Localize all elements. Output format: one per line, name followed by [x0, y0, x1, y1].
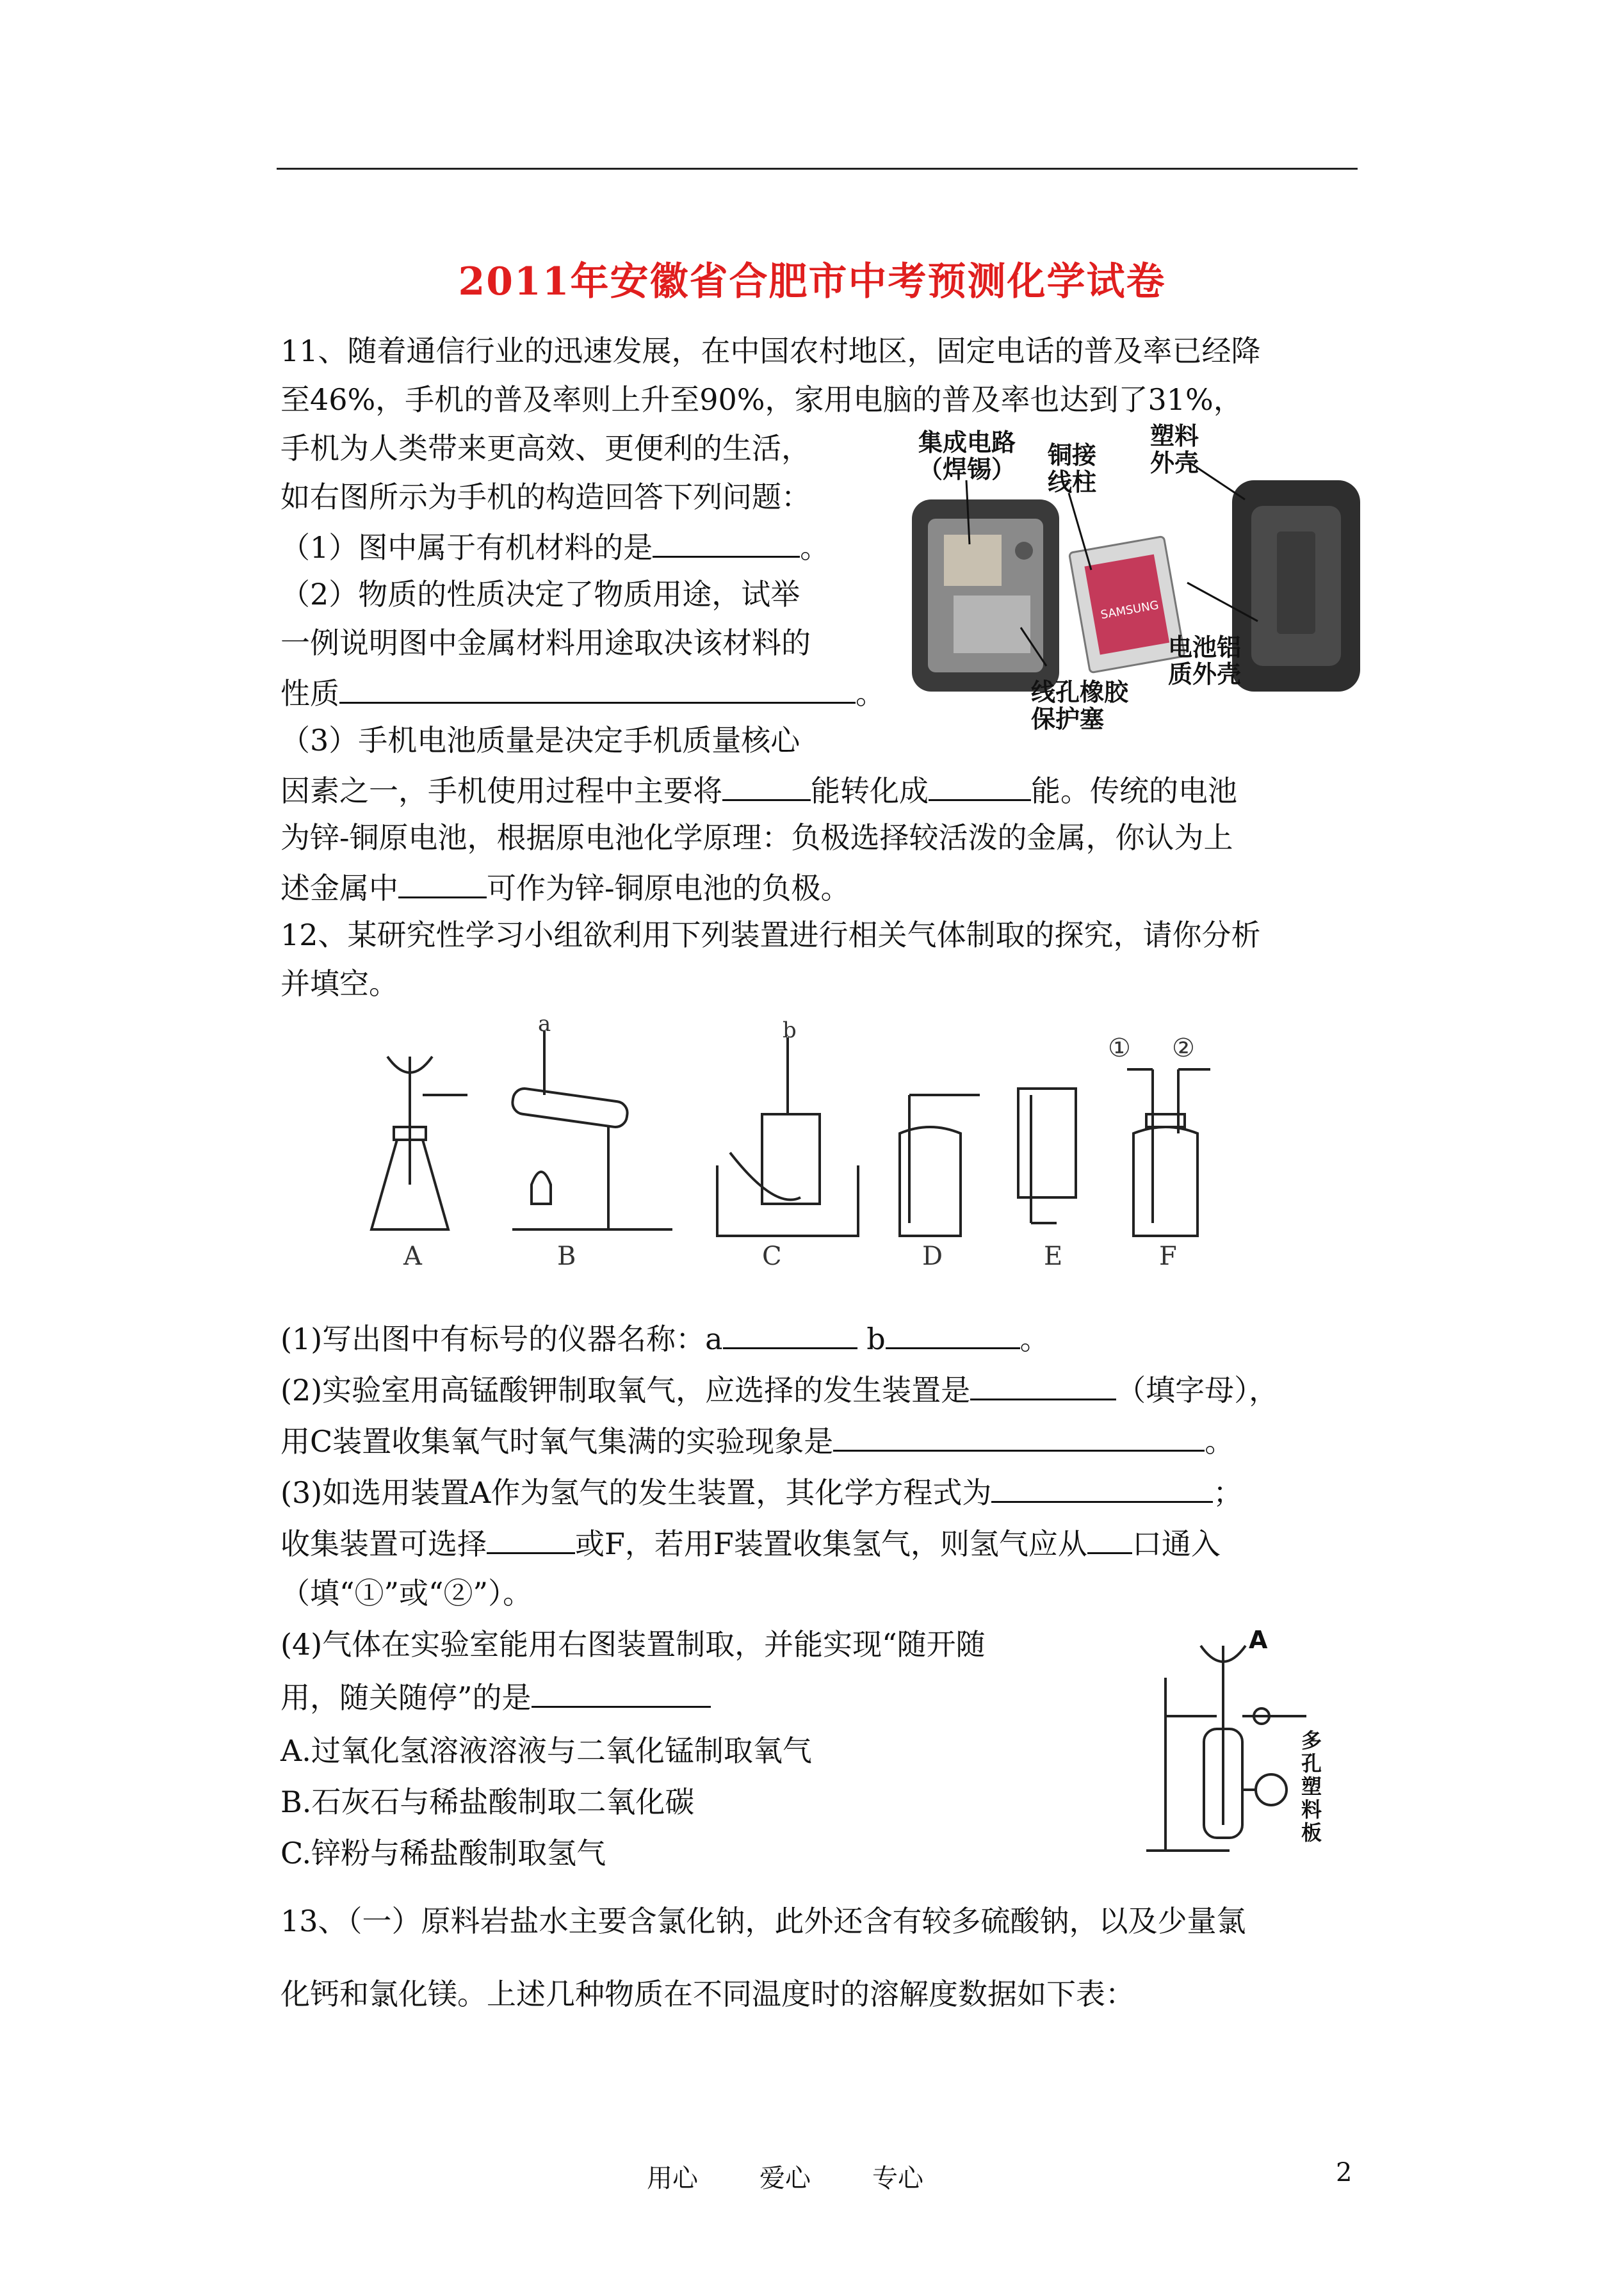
answer-blank-q12-2[interactable]: [970, 1370, 1116, 1400]
q11-part3-text-b: 能转化成: [811, 774, 929, 808]
mark-b: b: [783, 1018, 797, 1043]
answer-blank-q11-3b[interactable]: [929, 771, 1031, 801]
label-integrated-circuit: 集成电路 （焊锡）: [918, 428, 1016, 483]
q11-part3-text-d: 述金属中: [280, 871, 398, 905]
q12-part3-line2: [280, 1524, 1221, 1562]
answer-blank-q12-a[interactable]: [723, 1319, 857, 1349]
q11-part3-line2: [280, 771, 1237, 809]
q11-part1-text: （1）图中属于有机材料的是: [280, 530, 653, 565]
kipp-apparatus-figure: [1140, 1620, 1345, 1863]
answer-blank-q11-2[interactable]: [339, 674, 856, 704]
q12-part3-text: (3)如选用装置A作为氢气的发生装置，其化学方程式为: [280, 1475, 992, 1510]
answer-blank-q12-6[interactable]: [1087, 1524, 1132, 1554]
q11-part2-line2: 一例说明图中金属材料用途取决该材料的: [280, 626, 811, 660]
answer-blank-q11-3a[interactable]: [722, 771, 811, 801]
apparatus-figure: [314, 1018, 1313, 1274]
q12-part1-text: (1)写出图中有标号的仪器名称：a: [280, 1322, 723, 1356]
q13-line1: 13、（一）原料岩盐水主要含氯化钠，此外还含有较多硫酸钠，以及少量氯: [280, 1904, 1246, 1938]
q12-part3-text-c: 或F，若用F装置收集氢气，则氢气应从: [575, 1527, 1087, 1561]
q12-part1-end: 。: [1019, 1322, 1050, 1356]
q12-part2-text: (2)实验室用高锰酸钾制取氧气，应选择的发生装置是: [280, 1373, 971, 1407]
answer-blank-q11-3c[interactable]: [398, 868, 487, 898]
q12-option-a: A.过氧化氢溶液溶液与二氧化锰制取氧气: [280, 1733, 812, 1768]
kipp-label-board: 多 孔 塑 料 板: [1301, 1728, 1322, 1845]
apparatus-label-e: E: [1044, 1242, 1063, 1271]
q12-option-c: C.锌粉与稀盐酸制取氢气: [280, 1836, 606, 1870]
q11-line4: 如右图所示为手机的构造回答下列问题：: [280, 480, 811, 514]
kipp-label-a: A: [1249, 1626, 1268, 1654]
apparatus-a-icon: [371, 1057, 467, 1229]
apparatus-label-b: B: [557, 1242, 576, 1271]
apparatus-label-f: F: [1159, 1242, 1177, 1271]
label-copper-terminal: 铜接 线柱: [1048, 441, 1097, 496]
q12-line2: 并填空。: [280, 966, 398, 1001]
q11-part3-line1: （3）手机电池质量是决定手机质量核心: [280, 723, 800, 758]
q11-part2-end: 。: [856, 676, 885, 711]
apparatus-label-d: D: [922, 1242, 943, 1271]
footer-motto-3: 专心: [872, 2164, 923, 2193]
q11-line2: 至46%，手机的普及率则上升至90%，家用电脑的普及率也达到了31%，: [280, 382, 1243, 417]
answer-blank-q12-3[interactable]: [833, 1422, 1205, 1452]
mark-a: a: [538, 1018, 551, 1037]
q12-option-b: B.石灰石与稀盐酸制取二氧化碳: [280, 1785, 695, 1819]
q12-line1: 12、某研究性学习小组欲利用下列装置进行相关气体制取的探究，请你分析: [280, 918, 1261, 952]
q11-part3-line3: 为锌-铜原电池，根据原电池化学原理：负极选择较活泼的金属，你认为上: [280, 820, 1233, 855]
page-number: 2: [1336, 2158, 1352, 2187]
header-rule: [277, 168, 1358, 170]
q12-part2-line2: [280, 1422, 1234, 1459]
footer-motto-2: 爱心: [759, 2164, 811, 2193]
port-1-label: ①: [1108, 1034, 1131, 1063]
port-2-label: ②: [1172, 1034, 1195, 1063]
q12-part3-end: ；: [1213, 1475, 1243, 1510]
q11-part2-line3: [280, 674, 885, 711]
q11-part3-text-a: 因素之一，手机使用过程中主要将: [280, 774, 722, 808]
q11-part3-text-e: 可作为锌-铜原电池的负极。: [487, 871, 850, 905]
q11-part2-text: 性质: [280, 676, 339, 711]
q11-part3-line4: [280, 868, 850, 906]
apparatus-d-icon: [900, 1095, 980, 1236]
q11-line3: 手机为人类带来更高效、更便利的生活，: [280, 431, 811, 466]
footer-motto-1: 用心: [647, 2164, 698, 2193]
answer-blank-q12-5[interactable]: [487, 1524, 575, 1554]
battery-brand-text: SAMSUNG: [1100, 598, 1160, 622]
q11-line1: 11、随着通信行业的迅速发展，在中国农村地区，固定电话的普及率已经降: [280, 334, 1261, 368]
q12-part4-text: 用，随关随停”的是: [280, 1680, 532, 1715]
q12-part4-line2: [280, 1678, 711, 1715]
q11-part1: [280, 528, 829, 565]
q12-part3-line3: （填“①”或“②”）。: [280, 1576, 533, 1610]
apparatus-e-icon: [1018, 1089, 1076, 1223]
q12-part3-text-b: 收集装置可选择: [280, 1527, 487, 1561]
phone-structure-figure: [899, 423, 1386, 743]
q12-part2-end-b: 。: [1205, 1424, 1235, 1459]
q12-part2: [280, 1370, 1278, 1408]
q11-part2-line1: （2）物质的性质决定了物质用途，试举: [280, 577, 800, 612]
apparatus-c-icon: [717, 1037, 858, 1236]
q11-part1-end: 。: [800, 530, 830, 565]
q12-part2-end: （填字母），: [1116, 1373, 1279, 1407]
q11-part3-text-c: 能。传统的电池: [1031, 774, 1237, 808]
apparatus-label-a: A: [403, 1242, 422, 1271]
q12-part2-text-b: 用C装置收集氧气时氧气集满的实验现象是: [280, 1424, 834, 1459]
q12-part1-b: b: [866, 1322, 886, 1356]
apparatus-b-icon: [511, 1031, 672, 1229]
q12-part3: [280, 1473, 1242, 1511]
q12-part1: [280, 1319, 1050, 1357]
answer-blank-q12-4[interactable]: [991, 1473, 1213, 1503]
apparatus-label-c: C: [762, 1242, 782, 1271]
apparatus-illustration: [314, 1018, 1313, 1274]
q12-part3-text-d: 口通入: [1132, 1527, 1221, 1561]
page-title: 2011年安徽省合肥市中考预测化学试卷: [458, 259, 1166, 304]
answer-blank-q12-b[interactable]: [886, 1319, 1020, 1349]
label-plastic-case: 塑料 外壳: [1150, 422, 1199, 477]
apparatus-f-icon: [1127, 1069, 1210, 1236]
q13-line2: 化钙和氯化镁。上述几种物质在不同温度时的溶解度数据如下表：: [280, 1977, 1135, 2011]
q12-part4-line1: (4)气体在实验室能用右图装置制取，并能实现“随开随: [280, 1627, 986, 1662]
label-aluminum-shell: 电池铝 质外壳: [1168, 633, 1242, 688]
answer-blank-q11-1[interactable]: [653, 528, 800, 558]
label-rubber-plug: 线孔橡胶 保护塞: [1031, 678, 1129, 733]
answer-blank-q12-7[interactable]: [532, 1678, 711, 1708]
